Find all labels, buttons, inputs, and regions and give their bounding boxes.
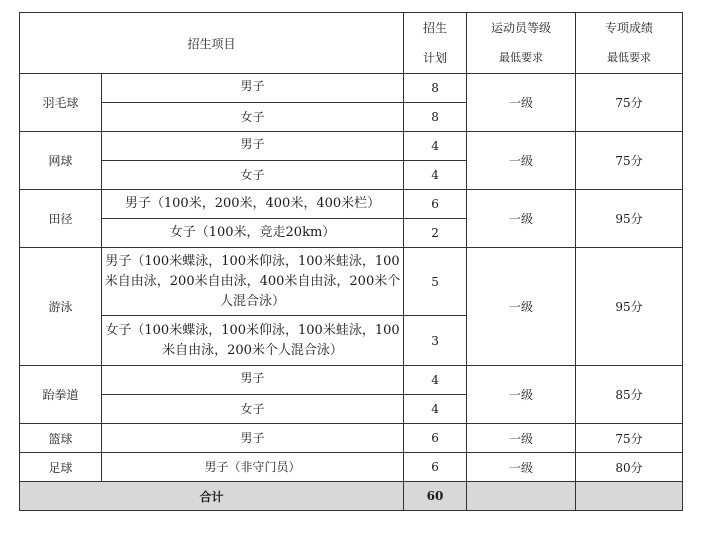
score-cell: 85分 <box>576 366 683 424</box>
score-cell: 75分 <box>576 132 683 190</box>
header-score <box>576 13 683 74</box>
header-plan <box>404 13 467 74</box>
plan-cell: 2 <box>404 219 467 248</box>
plan-cell: 8 <box>404 103 467 132</box>
table-row <box>20 366 683 395</box>
gender-cell: 男子（100米蝶泳，100米仰泳，100米蛙泳，100米自由泳，200米自由泳，400米自由泳，200米个人混合泳） <box>102 248 404 316</box>
total-empty-score <box>576 482 683 511</box>
level-cell: 一级 <box>467 366 576 424</box>
table-row <box>20 424 683 453</box>
header-score-line2: 最低要求 <box>607 51 652 64</box>
header-level-line1: 运动员等级 <box>491 21 552 35</box>
gender-cell: 男子 <box>102 74 404 103</box>
table-row <box>20 190 683 219</box>
level-cell: 一级 <box>467 453 576 482</box>
gender-cell: 男子 <box>102 132 404 161</box>
table-row <box>20 74 683 103</box>
table-row <box>20 248 683 316</box>
total-label: 合计 <box>20 482 404 511</box>
plan-cell: 6 <box>404 424 467 453</box>
gender-cell: 女子（100米蝶泳，100米仰泳，100米蛙泳，100米自由泳，200米个人混合泳） <box>102 316 404 366</box>
score-cell: 75分 <box>576 74 683 132</box>
sport-name: 足球 <box>20 453 102 482</box>
plan-cell: 5 <box>404 248 467 316</box>
recruitment-table <box>19 12 683 511</box>
sport-name: 游泳 <box>20 248 102 366</box>
score-cell: 75分 <box>576 424 683 453</box>
gender-cell: 男子 <box>102 366 404 395</box>
gender-cell: 女子 <box>102 395 404 424</box>
total-plan: 60 <box>404 482 467 511</box>
table-row <box>20 132 683 161</box>
gender-cell: 男子（非守门员） <box>102 453 404 482</box>
table-row <box>20 453 683 482</box>
plan-cell: 4 <box>404 161 467 190</box>
sport-name: 篮球 <box>20 424 102 453</box>
level-cell: 一级 <box>467 424 576 453</box>
total-row <box>20 482 683 511</box>
gender-cell: 女子 <box>102 161 404 190</box>
sport-name: 网球 <box>20 132 102 190</box>
plan-cell: 6 <box>404 453 467 482</box>
score-cell: 80分 <box>576 453 683 482</box>
header-plan-line1: 招生 <box>423 21 448 35</box>
header-level-line2: 最低要求 <box>499 51 544 64</box>
level-cell: 一级 <box>467 132 576 190</box>
plan-cell: 4 <box>404 366 467 395</box>
header-row <box>20 13 683 74</box>
header-score-line1: 专项成绩 <box>605 21 654 35</box>
plan-cell: 4 <box>404 395 467 424</box>
gender-cell: 男子（100米，200米，400米，400米栏） <box>102 190 404 219</box>
plan-cell: 3 <box>404 316 467 366</box>
sport-name: 田径 <box>20 190 102 248</box>
score-cell: 95分 <box>576 248 683 366</box>
header-plan-line2: 计划 <box>423 51 448 65</box>
plan-cell: 4 <box>404 132 467 161</box>
level-cell: 一级 <box>467 190 576 248</box>
gender-cell: 女子（100米，竞走20km） <box>102 219 404 248</box>
plan-cell: 8 <box>404 74 467 103</box>
gender-cell: 女子 <box>102 103 404 132</box>
total-empty-level <box>467 482 576 511</box>
sport-name: 跆拳道 <box>20 366 102 424</box>
level-cell: 一级 <box>467 248 576 366</box>
header-project: 招生项目 <box>20 13 404 74</box>
score-cell: 95分 <box>576 190 683 248</box>
gender-cell: 男子 <box>102 424 404 453</box>
plan-cell: 6 <box>404 190 467 219</box>
sport-name: 羽毛球 <box>20 74 102 132</box>
header-level <box>467 13 576 74</box>
level-cell: 一级 <box>467 74 576 132</box>
